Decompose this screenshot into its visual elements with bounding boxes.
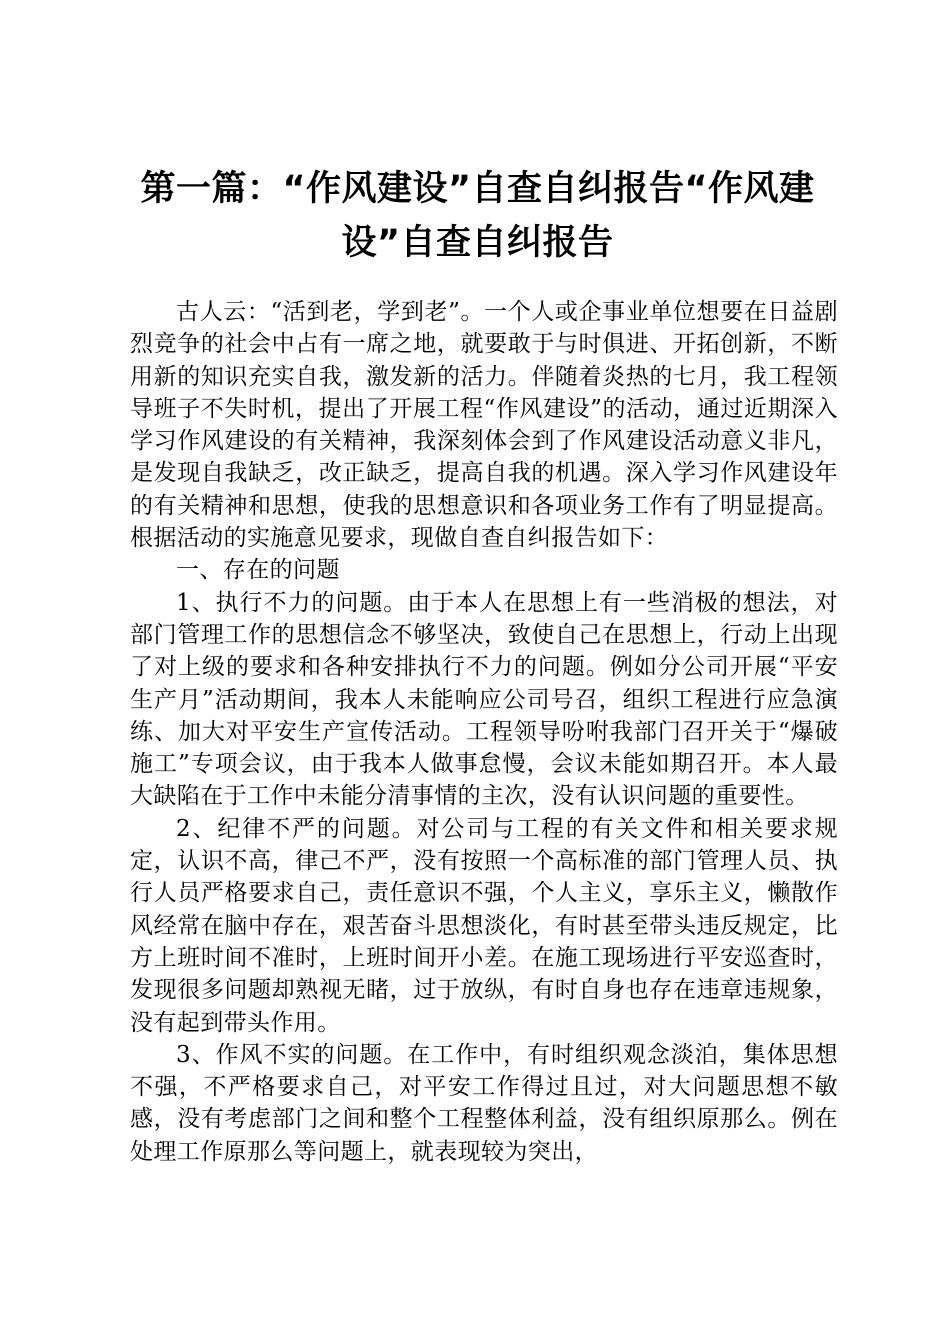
document-body — [130, 296, 838, 1168]
document-title: 第一篇：“作风建设”自查自纠报告“作风建设”自查自纠报告 — [140, 169, 815, 263]
section-heading-problems: 一、存在的问题 — [176, 557, 340, 584]
paragraph-item-2: 2、纪律不严的问题。对公司与工程的有关文件和相关要求规定，认识不高，律己不严，没有按照一个高标准的部门管理人员、执行人员严格要求自己，责任意识不强，个人主义，享乐主义，懒散作风经常在脑中存在，艰苦奋斗思想淡化，有时甚至带头违反规定，比方上班时间不准时，上班时间开小差。在施工现场进行平安巡查时，发现很多问题却熟视无睹，过于放纵，有时自身也存在违章违规象，没有起到带头作用。 — [130, 815, 838, 1036]
paragraph-intro: 古人云：“活到老，学到老”。一个人或企事业单位想要在日益剧烈竞争的社会中占有一席之地，就要敢于与时俱进、开拓创新，不断用新的知识充实自我，激发新的活力。伴随着炎热的七月，我工程领导班子不失时机，提出了开展工程“作风建设”的活动，通过近期深入学习作风建设的有关精神，我深刻体会到了作风建设活动意义非凡，是发现自我缺乏，改正缺乏，提高自我的机遇。深入学习作风建设年的有关精神和思想，使我的思想意识和各项业务工作有了明显提高。根据活动的实施意见要求，现做自查自纠报告如下： — [130, 299, 838, 552]
paragraph-item-1: 1、执行不力的问题。由于本人在思想上有一些消极的想法，对部门管理工作的思想信念不够坚决，致使自己在思想上，行动上出现了对上级的要求和各种安排执行不力的问题。例如分公司开展“平安生产月”活动期间，我本人未能响应公司号召，组织工程进行应急演练、加大对平安生产宣传活动。工程领导吩咐我部门召开关于“爆破施工”专项会议，由于我本人做事怠慢，会议未能如期召开。本人最大缺陷在于工作中未能分清事情的主次，没有认识问题的重要性。 — [130, 589, 838, 810]
paragraph-item-3: 3、作风不实的问题。在工作中，有时组织观念淡泊，集体思想不强，不严格要求自己，对平安工作得过且过，对大问题思想不敏感，没有考虑部门之间和整个工程整体利益，没有组织原那么。例在处理工作原那么等问题上，就表现较为突出， — [130, 1041, 838, 1165]
